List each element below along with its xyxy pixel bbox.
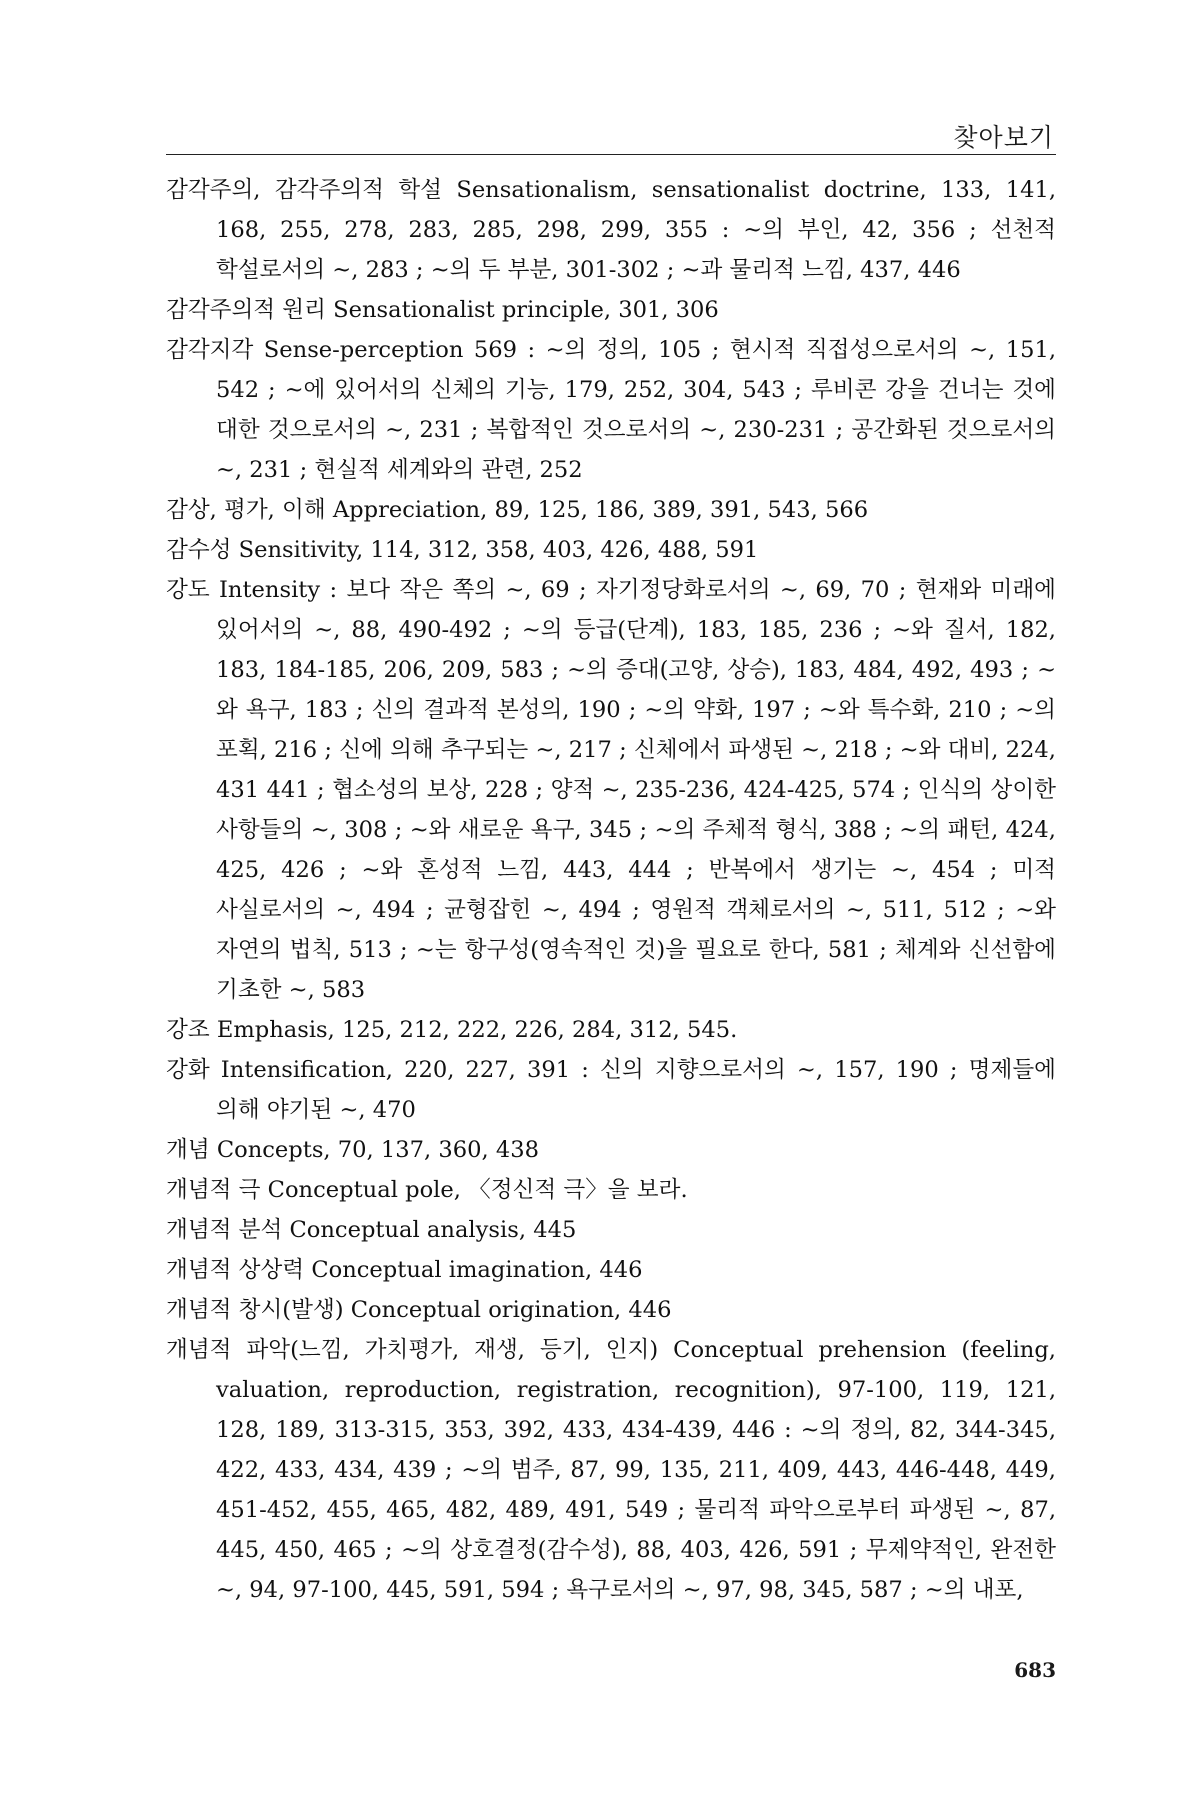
index-entry: 강조 Emphasis, 125, 212, 222, 226, 284, 312, 545. <box>166 1017 738 1043</box>
index-entry: 감각지각 Sense-perception 569 : ~의 정의, 105 ; 현시적 직접성으로서의 ~, 151, 542 ; ~에 있어서의 신체의 기능, 179, 252, 304, 543 ; 루비콘 강을 건너는 것에 대한 것으로서의 ~, 231 ; 복합적인 것으로서의 ~, 230-231 ; 공간화된 것으로서의 ~, 231 ; 현실적 세계와의 관련, 252 <box>166 337 1056 483</box>
running-header: 찾아보기 <box>953 123 1054 152</box>
index-entry: 개념적 상상력 Conceptual imagination, 446 <box>166 1257 643 1283</box>
page-number: 683 <box>1014 1658 1056 1682</box>
index-entry: 개념 Concepts, 70, 137, 360, 438 <box>166 1137 540 1163</box>
index-entry: 강화 Intensification, 220, 227, 391 : 신의 지향으로서의 ~, 157, 190 ; 명제들에 의해 야기된 ~, 470 <box>166 1057 1056 1123</box>
index-list <box>166 170 1056 1610</box>
index-entry: 개념적 파악(느낌, 가치평가, 재생, 등기, 인지) Conceptual prehension (feeling, valuation, reproduction, registration, recognition), 97-100, 119, 121, 128, 189, 313-315, 353, 392, 433, 434-439, 446 : ~의 정의, 82, 344-345, 422, 433, 434, 439 ; ~의 범주, 87, 99, 135, 211, 409, 443, 446-448, 449, 451-452, 455, 465, 482, 489, 491, 549 ; 물리적 파악으로부터 파생된 ~, 87, 445, 450, 465 ; ~의 상호결정(감수성), 88, 403, 426, 591 ; 무제약적인, 완전한 ~, 94, 97-100, 445, 591, 594 ; 욕구로서의 ~, 97, 98, 345, 587 ; ~의 내포, <box>166 1337 1056 1603</box>
index-entry: 강도 Intensity : 보다 작은 쪽의 ~, 69 ; 자기정당화로서의 ~, 69, 70 ; 현재와 미래에 있어서의 ~, 88, 490-492 ; ~의 등급(단계), 183, 185, 236 ; ~와 질서, 182, 183, 184-185, 206, 209, 583 ; ~의 증대(고양, 상승), 183, 484, 492, 493 ; ~와 욕구, 183 ; 신의 결과적 본성의, 190 ; ~의 약화, 197 ; ~와 특수화, 210 ; ~의 포획, 216 ; 신에 의해 추구되는 ~, 217 ; 신체에서 파생된 ~, 218 ; ~와 대비, 224, 431 441 ; 협소성의 보상, 228 ; 양적 ~, 235-236, 424-425, 574 ; 인식의 상이한 사항들의 ~, 308 ; ~와 새로운 욕구, 345 ; ~의 주체적 형식, 388 ; ~의 패턴, 424, 425, 426 ; ~와 혼성적 느낌, 443, 444 ; 반복에서 생기는 ~, 454 ; 미적 사실로서의 ~, 494 ; 균형잡힌 ~, 494 ; 영원적 객체로서의 ~, 511, 512 ; ~와 자연의 법칙, 513 ; ~는 항구성(영속적인 것)을 필요로 한다, 581 ; 체계와 신선함에 기초한 ~, 583 <box>166 577 1056 1003</box>
index-entry: 개념적 극 Conceptual pole, 〈정신적 극〉을 보라. <box>166 1177 688 1203</box>
index-entry: 감각주의적 원리 Sensationalist principle, 301, 306 <box>166 297 719 323</box>
index-entry: 개념적 분석 Conceptual analysis, 445 <box>166 1217 577 1243</box>
index-entry: 감상, 평가, 이해 Appreciation, 89, 125, 186, 389, 391, 543, 566 <box>166 497 869 523</box>
index-entry: 개념적 창시(발생) Conceptual origination, 446 <box>166 1297 672 1323</box>
index-entry: 감각주의, 감각주의적 학설 Sensationalism, sensationalist doctrine, 133, 141, 168, 255, 278, 283, 285, 298, 299, 355 : ~의 부인, 42, 356 ; 선천적 학설로서의 ~, 283 ; ~의 두 부분, 301-302 ; ~과 물리적 느낌, 437, 446 <box>166 177 1056 283</box>
header-rule <box>166 154 1056 155</box>
index-entry: 감수성 Sensitivity, 114, 312, 358, 403, 426, 488, 591 <box>166 537 759 563</box>
